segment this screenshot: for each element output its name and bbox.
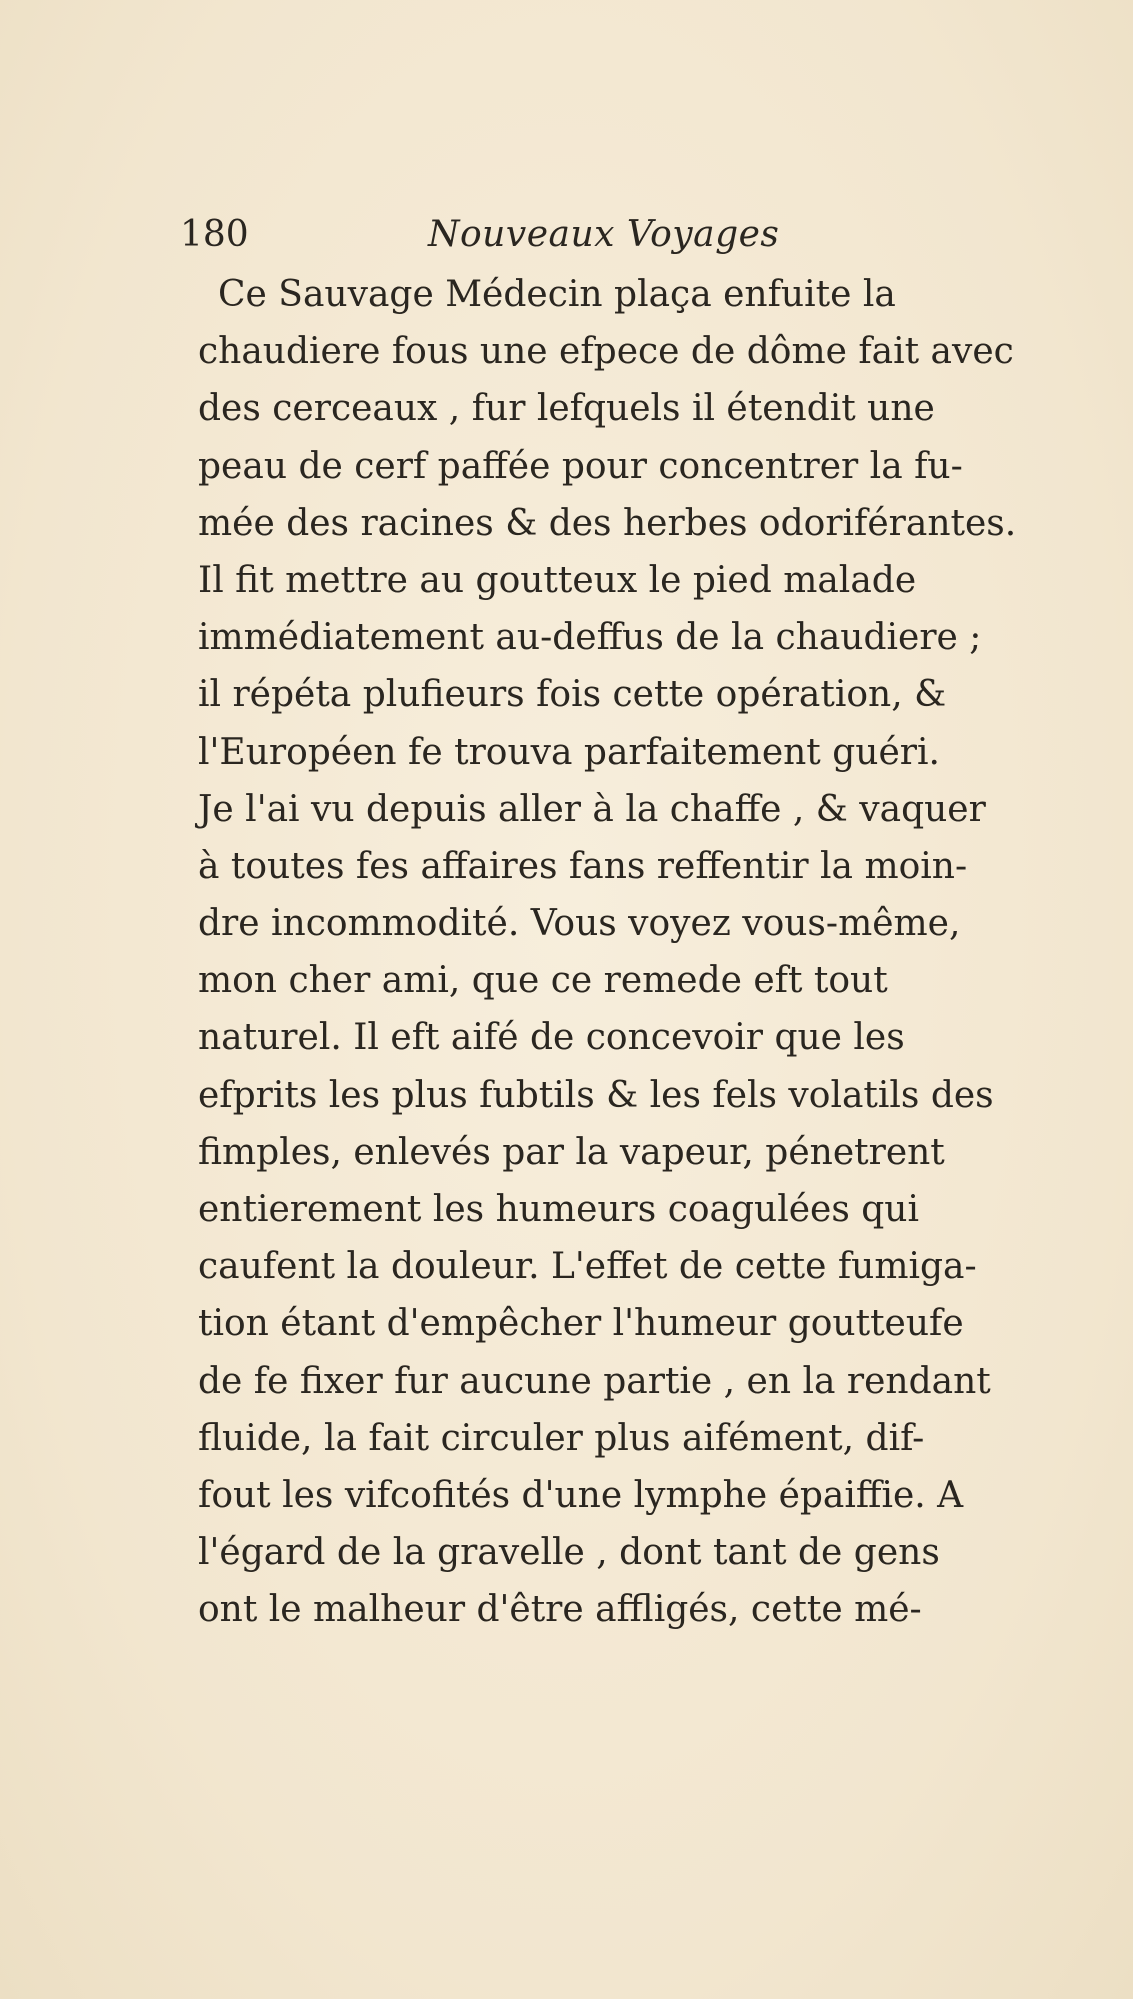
text-line: des cerceaux , fur lefquels il étendit une: [198, 388, 935, 430]
text-line: fout les vifcofités d'une lymphe épaiffie. A: [198, 1474, 964, 1516]
text-line: l'égard de la gravelle , dont tant de gens: [198, 1532, 940, 1574]
text-line: fluide, la fait circuler plus aifément, dif-: [198, 1417, 925, 1459]
text-line: tion étant d'empêcher l'humeur goutteufe: [198, 1303, 964, 1345]
text-line: mon cher ami, que ce remede eft tout: [198, 960, 888, 1002]
running-title: Nouveaux Voyages: [428, 214, 780, 255]
page-header: [180, 205, 1080, 265]
text-line: fimples, enlevés par la vapeur, pénetrent: [198, 1131, 945, 1173]
text-line: caufent la douleur. L'effet de cette fumiga-: [198, 1246, 977, 1288]
text-line: dre incommodité. Vous voyez vous-même,: [198, 903, 961, 945]
text-line: immédiatement au-deffus de la chaudiere ;: [198, 617, 982, 659]
text-line: Je l'ai vu depuis aller à la chaffe , & vaquer: [198, 788, 986, 830]
text-line: naturel. Il eft aifé de concevoir que les: [198, 1017, 905, 1059]
text-line: ont le malheur d'être affligés, cette mé-: [198, 1589, 922, 1631]
body-text: [198, 266, 1048, 1639]
text-line: Ce Sauvage Médecin plaça enfuite la: [218, 274, 896, 315]
text-line: efprits les plus fubtils & les fels volatils des: [198, 1074, 994, 1116]
text-line: chaudiere fous une efpece de dôme fait avec: [198, 331, 1014, 373]
text-line: il répéta plufieurs fois cette opération, &: [198, 674, 947, 716]
text-line: peau de cerf paffée pour concentrer la fu-: [198, 445, 963, 487]
text-line: l'Européen fe trouva parfaitement guéri.: [198, 731, 940, 773]
text-line: à toutes fes affaires fans reffentir la moin-: [198, 845, 968, 887]
text-line: entierement les humeurs coagulées qui: [198, 1189, 920, 1230]
text-line: Il fit mettre au goutteux le pied malade: [198, 559, 917, 601]
text-line: de fe fixer fur aucune partie , en la rendant: [198, 1360, 991, 1402]
text-line: mée des racines & des herbes odoriférantes.: [198, 502, 1017, 544]
page-number: 180: [180, 214, 249, 255]
